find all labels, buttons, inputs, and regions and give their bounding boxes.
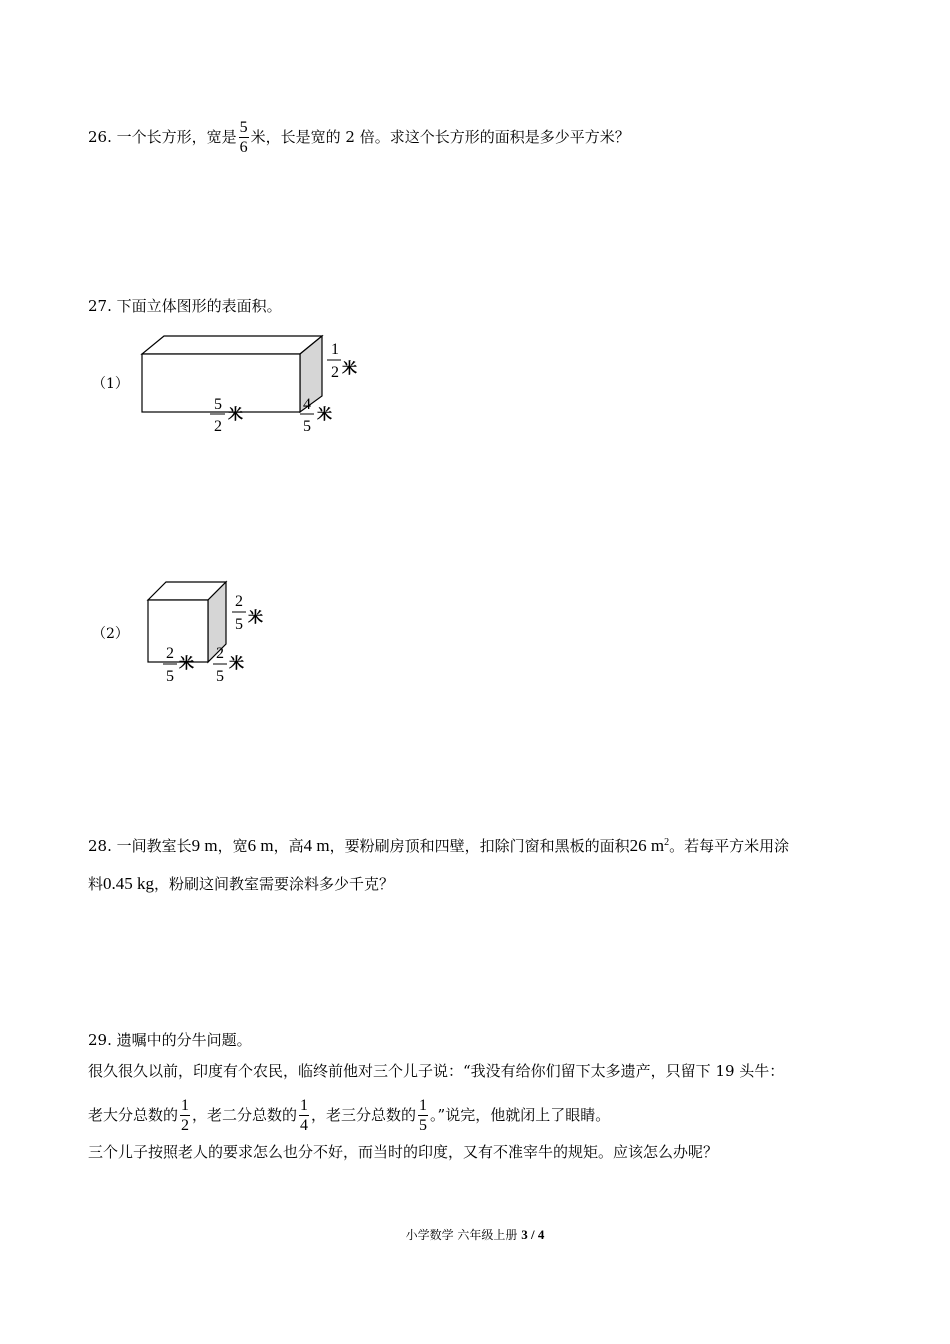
question-26 <box>88 120 630 156</box>
cuboid-height-den: 2 <box>331 364 339 381</box>
fraction-half: $\frac{1}{2}$ <box>181 1097 190 1134</box>
question-28-line-2: 料0.45 kg，粉刷这间教室需要涂料多少千克？ <box>88 874 395 893</box>
cube-length-den: 5 <box>166 668 174 685</box>
q26-fraction: $\frac{5}{6}$ <box>239 119 248 156</box>
cuboid-length-den: 2 <box>214 418 222 435</box>
cuboid-width-unit: 米 <box>317 407 333 423</box>
question-29-line-1: 很久很久以前，印度有个农民，临终前他对三个儿子说：“我没有给你们留下太多遗产，只留下 19 头牛： <box>88 1062 785 1080</box>
cuboid-figure <box>130 330 370 440</box>
cuboid-width-num: 4 <box>303 396 311 413</box>
cuboid-height-num: 1 <box>331 341 339 358</box>
question-29-line-2: 老大分总数的 $\frac{1}{2}$ ，老二分总数的 $\frac{1}{4}$ ，老三分总数的 $\frac{1}{5}$ 。”说完，他就闭上了眼睛。 <box>88 1097 611 1134</box>
question-28-line-1: 28. 一间教室长9 m，宽6 m，高4 m，要粉刷房顶和四壁，扣除门窗和黑板的面积26 $m^2$。若每平方米用涂 <box>88 836 790 855</box>
cube-width-den: 5 <box>216 668 224 685</box>
cube-height-num: 2 <box>235 593 243 610</box>
question-29-line-3: 三个儿子按照老人的要求怎么也分不好，而当时的印度，又有不准宰牛的规矩。应该怎么办呢？ <box>88 1143 719 1161</box>
question-29-title: 29. 遗嘱中的分牛问题。 <box>88 1031 252 1049</box>
cube-length-unit: 米 <box>179 656 195 672</box>
figure-2-label: （2） <box>92 626 129 642</box>
question-27-title: 27. 下面立体图形的表面积。 <box>88 297 282 315</box>
cube-width-num: 2 <box>216 645 224 662</box>
q26-prefix: 26. 一个长方形，宽是 <box>88 128 237 146</box>
cuboid-width-den: 5 <box>303 418 311 435</box>
page-footer <box>0 1226 950 1243</box>
cube-figure <box>140 576 280 686</box>
footer-text: 小学数学 六年级上册 <box>405 1228 522 1242</box>
cuboid-length-num: 5 <box>214 396 222 413</box>
cuboid-length-unit: 米 <box>228 407 244 423</box>
cuboid-height-unit: 米 <box>342 361 358 377</box>
cube-height-unit: 米 <box>248 610 264 626</box>
cube-length-num: 2 <box>166 645 174 662</box>
figure-1-label: （1） <box>92 376 129 392</box>
q26-suffix: 米，长是宽的 2 倍。求这个长方形的面积是多少平方米？ <box>250 128 630 146</box>
page-number: 3 / 4 <box>521 1227 545 1242</box>
fraction-quarter: $\frac{1}{4}$ <box>300 1097 309 1134</box>
cube-height-den: 5 <box>235 616 243 633</box>
fraction-fifth: $\frac{1}{5}$ <box>419 1097 428 1134</box>
cube-width-unit: 米 <box>229 656 245 672</box>
